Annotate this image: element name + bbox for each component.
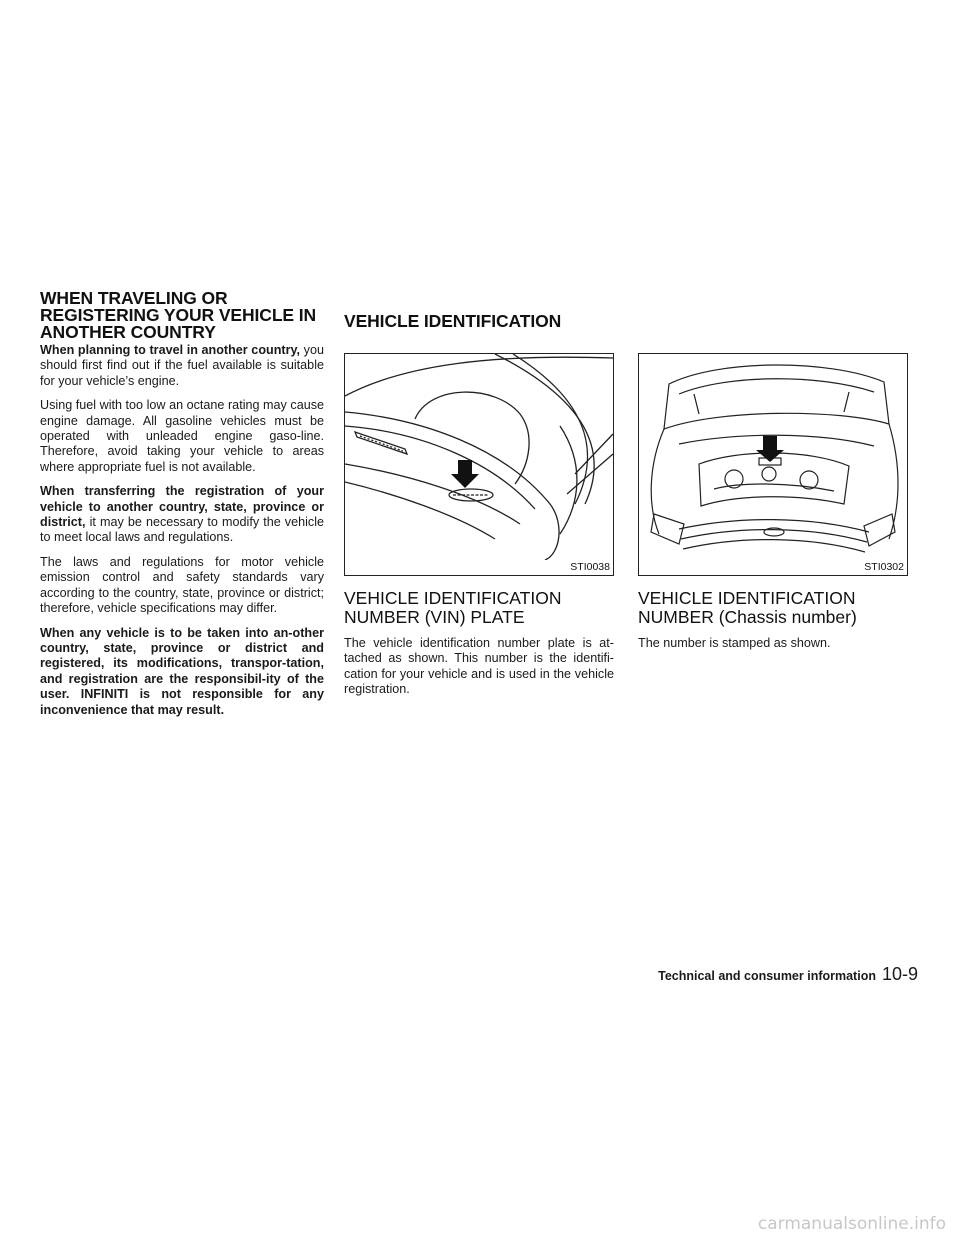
paragraph-text: it may be necessary to modify the vehicle to meet local laws and regulations. — [40, 515, 324, 545]
subtitle-line: NUMBER (VIN) PLATE — [344, 607, 525, 627]
paragraph-text: you should first find out if the fuel available is suitable for your vehicle’s engine. — [40, 343, 324, 388]
page-number: 10-9 — [881, 964, 918, 984]
subtitle-line: VEHICLE IDENTIFICATION — [638, 588, 856, 608]
watermark: carmanualsonline.info — [757, 1214, 946, 1234]
paragraph-registration — [40, 484, 324, 546]
title-line: ANOTHER COUNTRY — [40, 322, 216, 342]
subtitle-line: VEHICLE IDENTIFICATION — [344, 588, 562, 608]
section-title-vehicle-identification: VEHICLE IDENTIFICATION — [344, 311, 562, 331]
title-line: WHEN TRAVELING OR — [40, 288, 228, 308]
figure-code: STI0038 — [570, 561, 610, 573]
figure-chassis-number — [638, 353, 908, 576]
figure-code: STI0302 — [864, 561, 904, 573]
paragraph-fuel — [40, 343, 324, 389]
paragraph-lead: When transferring the registration of your vehicle to another country, state, province or district, — [40, 484, 324, 530]
chassis-number-description: The number is stamped as shown. — [638, 636, 831, 650]
paragraph-responsibility: When any vehicle is to be taken into an-other country, state, province or district and registered, its modifications, transpor-tation, and registration are the responsibil-ity of the user. INFINITI is not responsible for any inconvenience that may result. — [40, 625, 324, 717]
paragraph-octane: Using fuel with too low an octane rating may cause engine damage. All gasoline vehicles must be operated with unleaded engine gaso-line. Therefore, avoid taking your vehicle to areas where appropriate fuel is not available. — [40, 398, 324, 474]
engine-bay-illustration — [639, 354, 907, 560]
title-line: REGISTERING YOUR VEHICLE IN — [40, 305, 317, 325]
figure-vin-plate — [344, 353, 614, 576]
vin-plate-illustration — [345, 354, 613, 560]
footer-section-name: Technical and consumer information — [658, 969, 876, 983]
subsection-title-vin-plate — [344, 589, 614, 627]
page-footer — [658, 964, 918, 985]
traveling-body — [40, 343, 324, 718]
vin-plate-description: The vehicle identification number plate is at-tached as shown. This number is the identifi-cation for your vehicle and is used in the vehicle registration. — [344, 636, 614, 697]
subsection-title-chassis-number — [638, 589, 908, 627]
paragraph-laws: The laws and regulations for motor vehicle emission control and safety standards vary according to the country, state, province or district; therefore, vehicle specifications may differ. — [40, 554, 324, 616]
arrow-down-icon — [451, 460, 479, 488]
left-column — [40, 290, 324, 727]
paragraph-lead: When planning to travel in another country, — [40, 343, 301, 357]
section-title-traveling — [40, 290, 324, 341]
subtitle-line: NUMBER (Chassis number) — [638, 607, 857, 627]
